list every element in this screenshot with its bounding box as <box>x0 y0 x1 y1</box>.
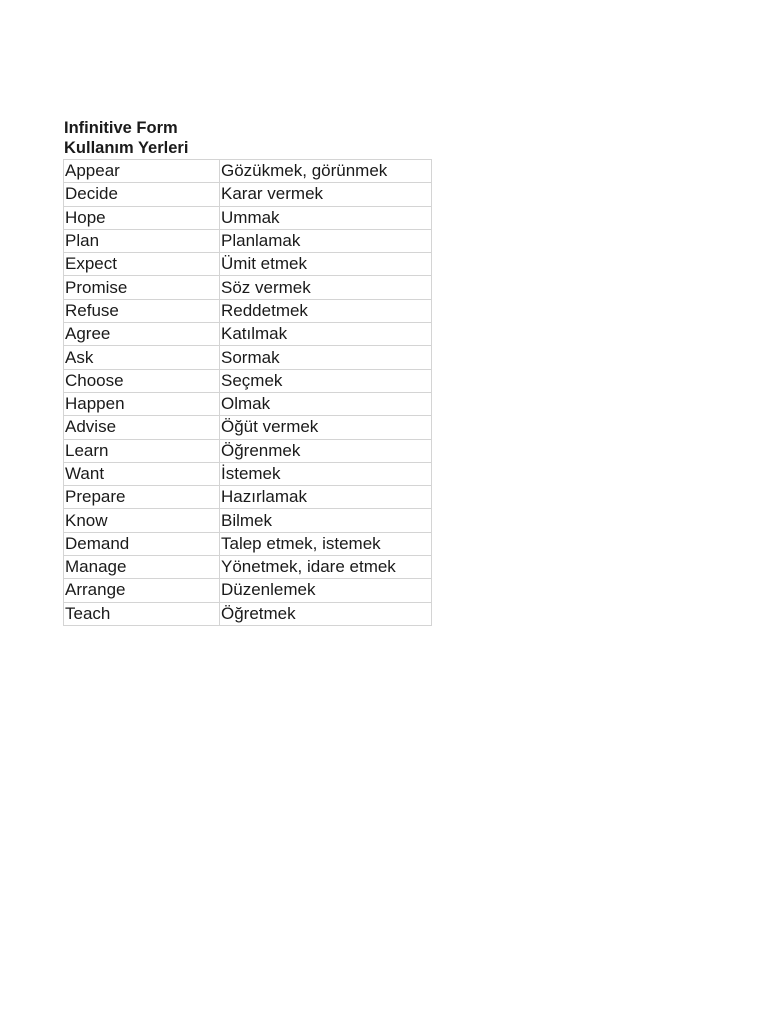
english-word-cell: Learn <box>64 439 220 462</box>
table-row <box>64 392 432 415</box>
english-word-cell: Advise <box>64 416 220 439</box>
turkish-meaning-cell: İstemek <box>220 462 432 485</box>
english-word-cell: Happen <box>64 392 220 415</box>
turkish-meaning-cell: Talep etmek, istemek <box>220 532 432 555</box>
english-word-cell: Prepare <box>64 486 220 509</box>
turkish-meaning-cell: Bilmek <box>220 509 432 532</box>
table-row <box>64 462 432 485</box>
turkish-meaning-cell: Reddetmek <box>220 299 432 322</box>
table-row <box>64 416 432 439</box>
english-word-cell: Know <box>64 509 220 532</box>
turkish-meaning-cell: Katılmak <box>220 323 432 346</box>
turkish-meaning-cell: Hazırlamak <box>220 486 432 509</box>
turkish-meaning-cell: Yönetmek, idare etmek <box>220 556 432 579</box>
table-row <box>64 439 432 462</box>
turkish-meaning-cell: Sormak <box>220 346 432 369</box>
document-title <box>64 118 432 158</box>
table-row <box>64 532 432 555</box>
table-row <box>64 509 432 532</box>
table-row <box>64 183 432 206</box>
document-page <box>63 118 432 626</box>
english-word-cell: Refuse <box>64 299 220 322</box>
turkish-meaning-cell: Ummak <box>220 206 432 229</box>
english-word-cell: Demand <box>64 532 220 555</box>
turkish-meaning-cell: Planlamak <box>220 229 432 252</box>
turkish-meaning-cell: Olmak <box>220 392 432 415</box>
table-row <box>64 369 432 392</box>
table-row <box>64 160 432 183</box>
table-row <box>64 346 432 369</box>
english-word-cell: Ask <box>64 346 220 369</box>
turkish-meaning-cell: Ümit etmek <box>220 253 432 276</box>
title-line-1: Infinitive Form <box>64 119 178 137</box>
table-row <box>64 276 432 299</box>
english-word-cell: Decide <box>64 183 220 206</box>
turkish-meaning-cell: Söz vermek <box>220 276 432 299</box>
table-row <box>64 206 432 229</box>
turkish-meaning-cell: Öğrenmek <box>220 439 432 462</box>
table-row <box>64 229 432 252</box>
english-word-cell: Want <box>64 462 220 485</box>
turkish-meaning-cell: Düzenlemek <box>220 579 432 602</box>
table-row <box>64 579 432 602</box>
table-row <box>64 486 432 509</box>
table-row <box>64 556 432 579</box>
turkish-meaning-cell: Öğretmek <box>220 602 432 625</box>
english-word-cell: Appear <box>64 160 220 183</box>
turkish-meaning-cell: Öğüt vermek <box>220 416 432 439</box>
table-row <box>64 299 432 322</box>
vocabulary-table <box>63 159 432 626</box>
english-word-cell: Expect <box>64 253 220 276</box>
english-word-cell: Teach <box>64 602 220 625</box>
turkish-meaning-cell: Seçmek <box>220 369 432 392</box>
vocabulary-table-body <box>64 160 432 626</box>
english-word-cell: Promise <box>64 276 220 299</box>
title-line-2: Kullanım Yerleri <box>64 139 189 157</box>
english-word-cell: Agree <box>64 323 220 346</box>
turkish-meaning-cell: Karar vermek <box>220 183 432 206</box>
turkish-meaning-cell: Gözükmek, görünmek <box>220 160 432 183</box>
english-word-cell: Arrange <box>64 579 220 602</box>
english-word-cell: Choose <box>64 369 220 392</box>
english-word-cell: Hope <box>64 206 220 229</box>
english-word-cell: Plan <box>64 229 220 252</box>
table-row <box>64 602 432 625</box>
table-row <box>64 323 432 346</box>
english-word-cell: Manage <box>64 556 220 579</box>
table-row <box>64 253 432 276</box>
